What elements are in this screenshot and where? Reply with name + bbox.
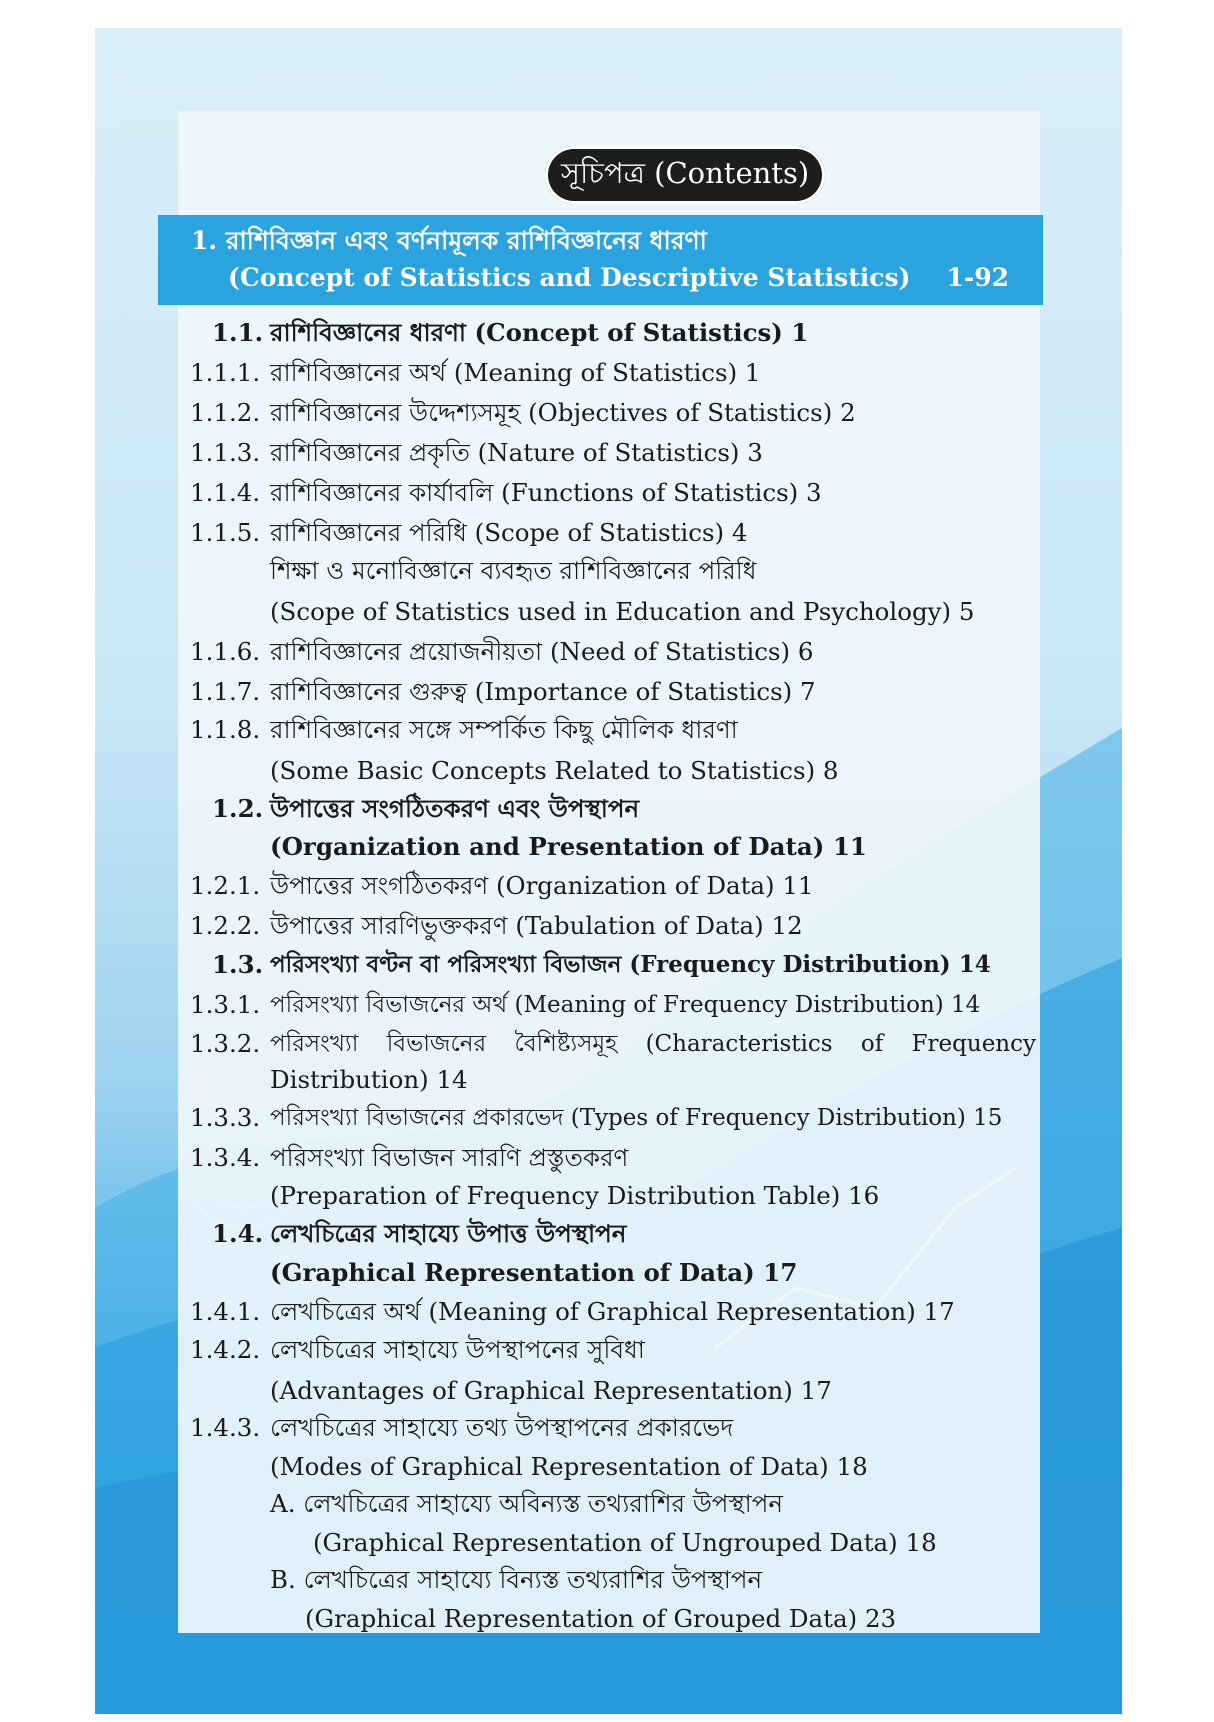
page-title: সূচিপত্র (Contents) — [545, 146, 825, 204]
contents-panel: সূচিপত্র (Contents) 1. রাশিবিজ্ঞান এবং বর্ণনামূলক রাশিবিজ্ঞানের ধারণা (Concept of Statistics and Descriptive Statistics) 1-92 1.1. রাশিবিজ্ঞানের ধারণা (Concept of Statistics) 1 1.1.1. রাশিবিজ্ঞানের অর্থ (Meaning of Statistics) 1 1.1.2. রাশিবিজ্ঞানের উদ্দেশ্যসমূহ (Objectives of Statistics) 2 1.1.3. রাশিবিজ্ঞানের প্রকৃতি (Nature of Statistics) 3 1.1.4. রাশিবিজ্ঞানের কার্যাবলি (Functions of Statistics) 3 1.1.5. রাশিবিজ্ঞানের পরিধি (Scope of Statistics) 4 শিক্ষা ও মনোবিজ্ঞানে ব্যবহৃত রাশিবিজ্ঞানের পরিধি (Scope of Statistics used in Education and Psychology) 5 1.1.6. রাশিবিজ্ঞানের প্রয়োজনীয়তা (Need of Statistics) 6 1.1.7. রাশিবিজ্ঞানের গুরুত্ব (Importance of Statistics) 7 1.1.8. রাশিবিজ্ঞানের সঙ্গে সম্পর্কিত কিছু মৌলিক ধারণা (Some Basic Concepts Related to Statistics) 8 1.2. উপাত্তের সংগঠিতকরণ এবং উপস্থাপন (Organization and Presentation of Data) 11 1.2.1. উপাত্তের সংগঠিতকরণ (Organization of Data) 11 1.2.2. উপাত্তের সারণিভুক্তকরণ (Tabulation of Data) 12 1.3. পরিসংখ্যা বণ্টন বা পরিসংখ্যা বিভাজন (Frequency Distribution) 14 1.3.1. পরিসংখ্যা বিভাজনের অর্থ (Meaning of Frequency Distribution) 14 1.3.2. পরিসংখ্যা বিভাজনের বৈশিষ্ট্যসমূহ (Characteristics of Frequency Distribution) 14 1.3.3. পরিসংখ্যা বিভাজনের প্রকারভেদ (Types of Frequency Distribution) 15 1.3.4. পরিসংখ্যা বিভাজন সারণি প্রস্তুতকরণ (Preparation of Frequency Distribution Table) 16 1.4. লেখচিত্রের সাহায্যে উপাত্ত উপস্থাপন (Graphical Representation of Data) 17 1.4.1. লেখচিত্রের অর্থ (Meaning of Graphical Representation) 17 1.4.2. লেখচিত্রের সাহায্যে উপস্থাপনের সুবিধা (Advantages of Graphical Representation) 17 1.4.3. লেখচিত্রের সাহায্যে তথ্য উপস্থাপনের প্রকারভেদ (Modes of Graphical Representation of Data) 18 A. লেখচিত্রের সাহায্যে অবিন্যস্ত তথ্যরাশির উপস্থাপন (Graphical Representation of Ungrouped Data) 18 B. লেখচিত্রের সাহায্যে বিন্যস্ত তথ্যরাশির উপস্থাপন (Graphical Representation of Grouped Data) 23 — [178, 111, 1040, 1633]
chapter-title-bengali: 1. রাশিবিজ্ঞান এবং বর্ণনামূলক রাশিবিজ্ঞানের ধারণা — [191, 226, 707, 255]
chapter-page-range: 1-92 — [946, 263, 1009, 292]
chapter-title-english: (Concept of Statistics and Descriptive Statistics) — [228, 263, 911, 292]
chapter-heading-bar — [158, 215, 1043, 305]
page-background — [95, 28, 1122, 1714]
